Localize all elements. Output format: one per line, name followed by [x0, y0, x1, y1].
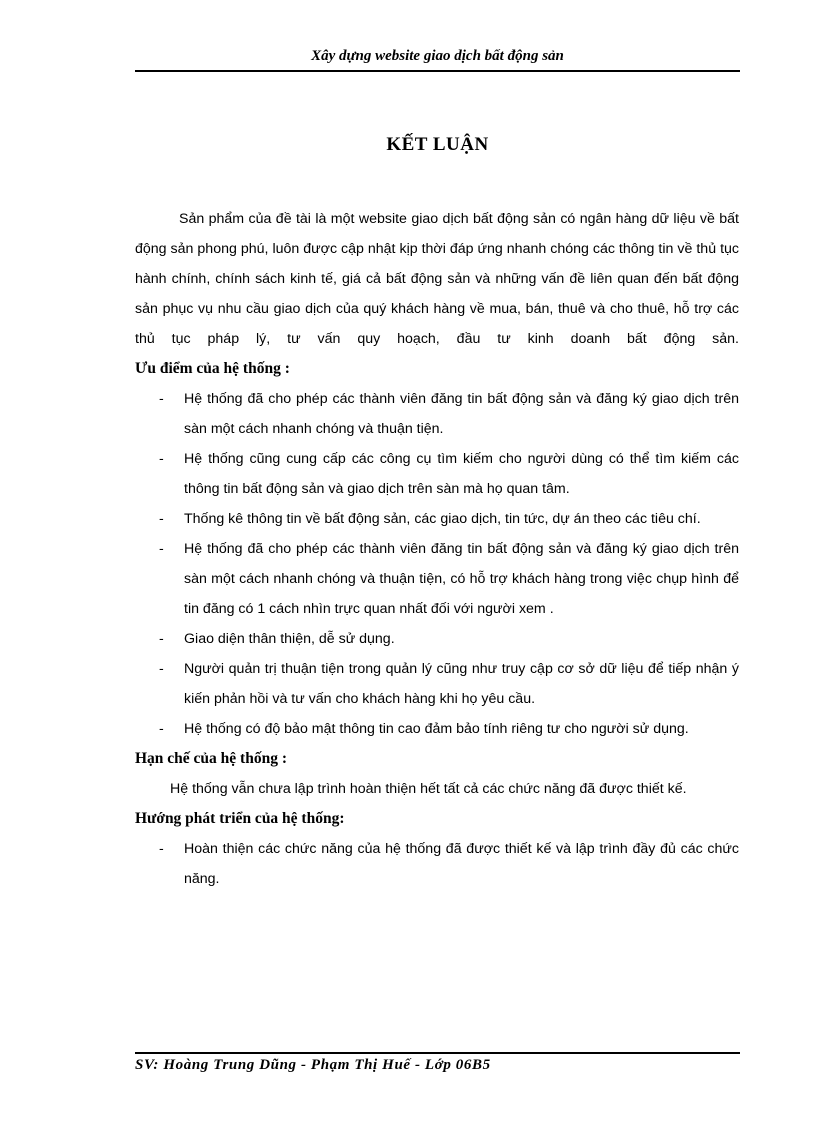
- list-dash: -: [159, 661, 164, 677]
- list-item: [135, 624, 739, 654]
- list-item-text: Hệ thống đã cho phép các thành viên đăng tin bất động sản và đăng ký giao dịch trên sàn một cách nhanh chóng và thuận tiện.: [184, 391, 739, 437]
- list-item: [135, 384, 739, 444]
- list-dash: -: [159, 511, 164, 527]
- development-heading: Hướng phát triển của hệ thống:: [135, 810, 345, 827]
- limitations-text: Hệ thống vẫn chưa lập trình hoàn thiện hết tất cả các chức năng đã được thiết kế.: [170, 781, 687, 797]
- list-item: [135, 534, 739, 624]
- advantages-list: [135, 384, 739, 744]
- list-item: [135, 444, 739, 504]
- list-item-text: Hệ thống có độ bảo mật thông tin cao đảm bảo tính riêng tư cho người sử dụng.: [184, 721, 689, 737]
- list-item: [135, 834, 739, 894]
- page-title: KẾT LUẬN: [386, 134, 489, 155]
- list-item: [135, 504, 739, 534]
- list-item-text: Hoàn thiện các chức năng của hệ thống đã được thiết kế và lập trình đầy đủ các chức năng.: [184, 841, 739, 887]
- list-dash: -: [159, 541, 164, 557]
- body-text: [135, 204, 739, 894]
- list-dash: -: [159, 451, 164, 467]
- development-list: [135, 834, 739, 894]
- advantages-heading: Ưu điểm của hệ thống :: [135, 360, 290, 377]
- list-dash: -: [159, 391, 164, 407]
- footer-rule: [135, 1052, 740, 1054]
- intro-paragraph: Sản phẩm của đề tài là một website giao dịch bất động sản có ngân hàng dữ liệu về bất động sản phong phú, luôn được cập nhật kịp thời đáp ứng nhanh chóng các thông tin về thủ tục hành chính, chính sách kinh tế, giá cả bất động sản và những vấn đề liên quan đến bất động sản phục vụ nhu cầu giao dịch của quý khách hàng về mua, bán, thuê và cho thuê, hỗ trợ các thủ tục pháp lý, tư vấn quy hoạch, đầu tư kinh doanh bất động sản.: [135, 211, 739, 347]
- list-item-text: Giao diện thân thiện, dễ sử dụng.: [184, 631, 395, 647]
- list-dash: -: [159, 841, 164, 857]
- list-dash: -: [159, 721, 164, 737]
- list-item-text: Hệ thống cũng cung cấp các công cụ tìm kiếm cho người dùng có thể tìm kiếm các thông tin bất động sản và giao dịch trên sàn mà họ quan tâm.: [184, 451, 739, 497]
- list-dash: -: [159, 631, 164, 647]
- limitations-heading: Hạn chế của hệ thống :: [135, 750, 287, 767]
- page-footer: SV: Hoàng Trung Dũng - Phạm Thị Huế - Lớp 06B5: [135, 1057, 491, 1073]
- list-item-text: Thống kê thông tin về bất động sản, các giao dịch, tin tức, dự án theo các tiêu chí.: [184, 511, 701, 527]
- list-item-text: Người quản trị thuận tiện trong quản lý cũng như truy cập cơ sở dữ liệu để tiếp nhận ý kiến phản hồi và tư vấn cho khách hàng khi họ yêu cầu.: [184, 661, 739, 707]
- list-item-text: Hệ thống đã cho phép các thành viên đăng tin bất động sản và đăng ký giao dịch trên sàn một cách nhanh chóng và thuận tiện, có hỗ trợ khách hàng trong việc chụp hình để tin đăng có 1 cách nhìn trực quan nhất đối với người xem .: [184, 541, 739, 617]
- page-header: Xây dựng website giao dịch bất động sản: [311, 48, 564, 64]
- header-rule: [135, 70, 740, 72]
- list-item: [135, 654, 739, 714]
- list-item: [135, 714, 739, 744]
